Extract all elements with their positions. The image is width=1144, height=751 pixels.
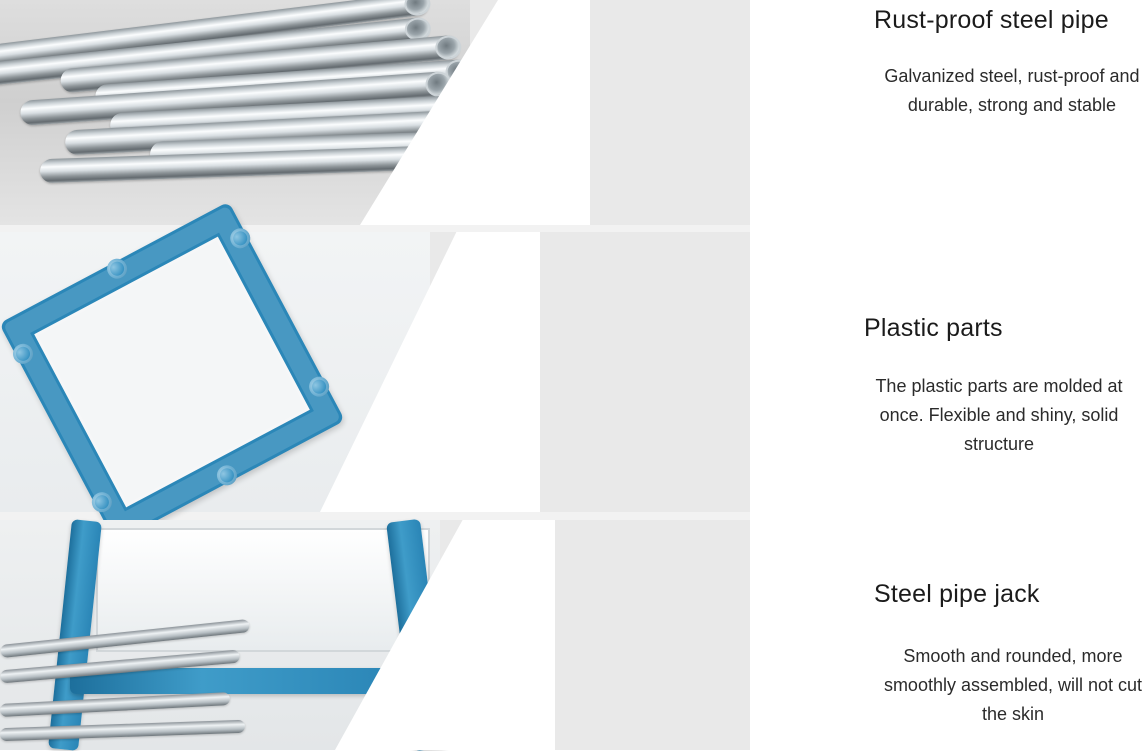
section-headline: Steel pipe jack — [874, 580, 1040, 608]
section-body: The plastic parts are molded at once. Flexible and shiny, solid structure — [875, 376, 1123, 454]
section-headline: Plastic parts — [864, 314, 1003, 342]
steel-pipe-jack-copy — [430, 520, 1143, 750]
steel-pipe-copy — [430, 0, 1140, 225]
section-headline: Rust-proof steel pipe — [874, 6, 1109, 34]
plastic-parts-photo — [0, 232, 430, 512]
section-body: Galvanized steel, rust-proof and durable, strong and stable — [884, 66, 1140, 115]
steel-pipe-photo — [0, 0, 470, 225]
steel-pipe-jack-photo — [0, 520, 440, 750]
section-plastic-parts — [0, 232, 1123, 512]
section-body: Smooth and rounded, more smoothly assembled, will not cut the skin — [883, 646, 1143, 724]
section-steel-pipe — [0, 0, 1140, 225]
section-steel-pipe-jack — [0, 520, 1143, 750]
plastic-parts-copy — [420, 232, 1123, 512]
